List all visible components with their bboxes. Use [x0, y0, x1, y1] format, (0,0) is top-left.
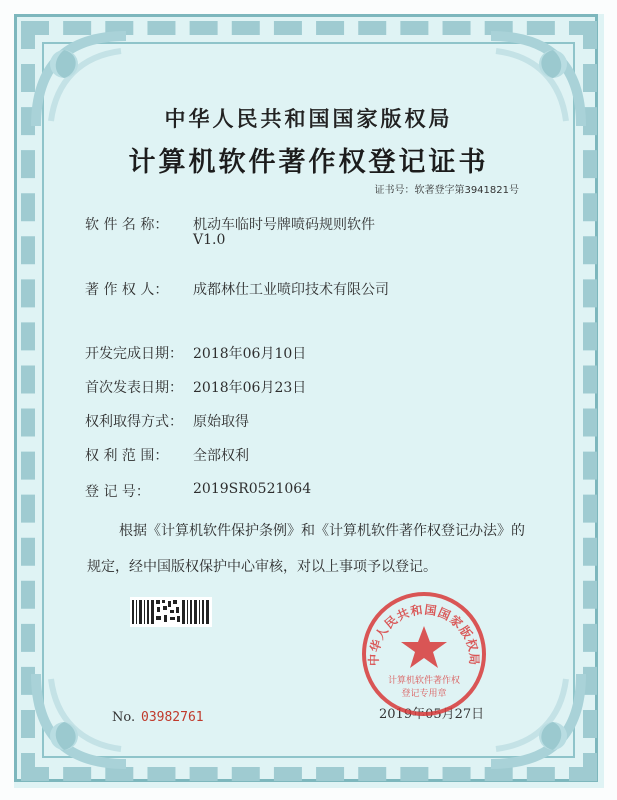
certificate-number: 证书号：软著登字第3941821号: [374, 185, 519, 196]
scope-value: 全部权利: [193, 448, 249, 464]
body-text-line-2: 规定，经中国版权保护中心审核，对以上事项予以登记。: [87, 559, 437, 575]
completion-date-value: 2018年06月10日: [193, 346, 307, 362]
body-text-line-1: 根据《计算机软件保护条例》和《计算机软件著作权登记办法》的: [119, 523, 525, 539]
software-version-value: V1.0: [193, 232, 226, 248]
official-seal: [360, 590, 488, 718]
acquisition-label: 权利取得方式：: [85, 414, 183, 430]
first-publication-value: 2018年06月23日: [193, 380, 307, 396]
seal-inner-line-1: 计算机软件著作权: [387, 676, 461, 686]
corner-ornament-bottom-right: [481, 664, 591, 774]
serial-number: 03982761: [141, 710, 204, 725]
software-name-value: 机动车临时号牌喷码规则软件: [193, 217, 375, 233]
registration-value: 2019SR0521064: [193, 481, 312, 497]
completion-date-label: 开发完成日期：: [85, 346, 183, 362]
registration-label: 登 记 号：: [85, 484, 150, 500]
seal-outer-text: 中华人民共和国国家版权局: [366, 602, 482, 667]
owner-value: 成都林仕工业喷印技术有限公司: [193, 282, 389, 298]
scope-label: 权 利 范 围：: [85, 448, 169, 464]
owner-label: 著 作 权 人：: [85, 282, 169, 298]
serial-label: No.: [112, 710, 136, 725]
security-code-image: [130, 597, 212, 627]
issuing-authority: 中华人民共和国国家版权局: [164, 106, 453, 131]
certificate-title: 计算机软件著作权登记证书: [128, 147, 489, 178]
software-name-label: 软 件 名 称：: [85, 217, 169, 233]
seal-star-icon: [401, 626, 447, 668]
first-publication-label: 首次发表日期：: [85, 380, 183, 396]
issue-date: 2019年05月27日: [379, 707, 485, 722]
seal-inner-line-2: 登记专用章: [401, 689, 447, 699]
acquisition-value: 原始取得: [193, 414, 249, 430]
